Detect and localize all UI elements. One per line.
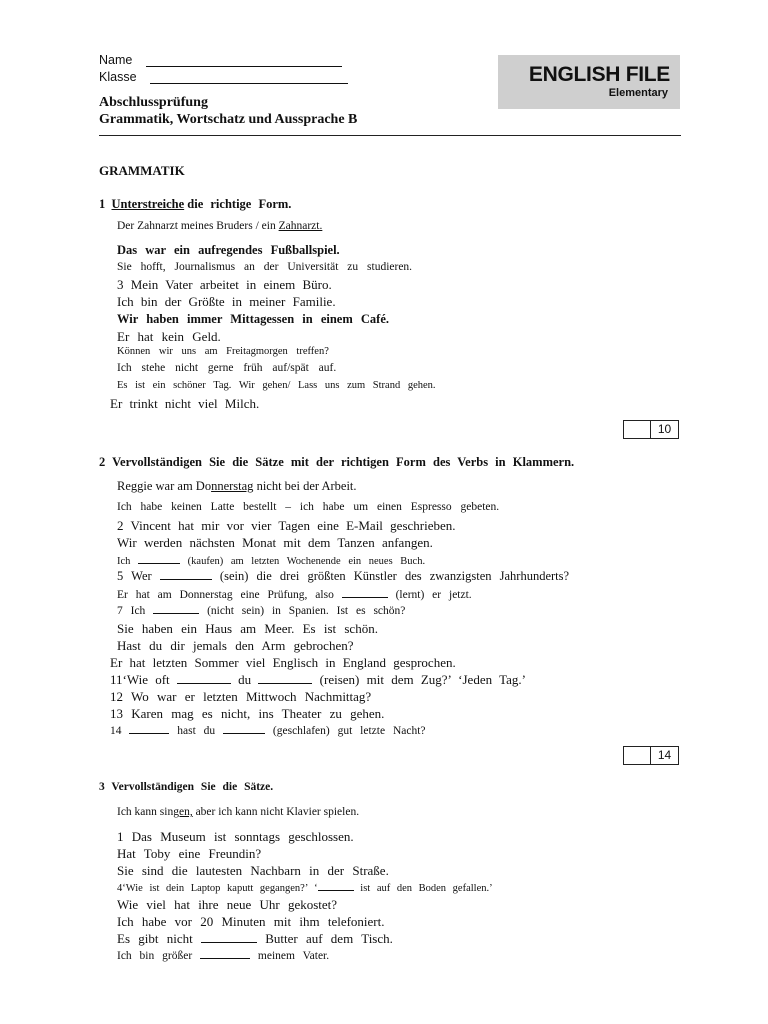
name-label: Name	[99, 53, 133, 67]
ex3-line-4-a: 4‘Wie ist dein Laptop kaputt gegangen?’ ‘	[117, 883, 318, 894]
ex2-blank-11b[interactable]	[258, 673, 312, 684]
ex2-example-answer: nnerstag	[211, 479, 254, 493]
ex3-line-4	[117, 880, 493, 894]
ex2-blank-5[interactable]	[160, 569, 212, 580]
ex3-blank-8[interactable]	[200, 948, 250, 959]
ex2-blank-7[interactable]	[153, 603, 199, 614]
ex1-title-rest: die richtige Form.	[187, 197, 292, 211]
ex3-example-pre: Ich kann sin	[117, 806, 174, 818]
ex2-blank-11a[interactable]	[177, 673, 231, 684]
ex1-title-ul: Unterstreiche	[111, 197, 185, 211]
ex2-line-11-c: (reisen) mit dem Zug?’ ‘Jeden Tag.’	[319, 672, 526, 687]
ex1-line-8: Ich stehe nicht gerne früh auf/spät auf.	[117, 362, 337, 374]
ex2-score: 14	[650, 747, 678, 764]
ex2-line-4-a: Ich	[117, 556, 131, 567]
ex3-line-3: Sie sind die lautesten Nachbarn in der Straße.	[117, 863, 389, 878]
ex3-blank-4[interactable]	[318, 880, 354, 891]
header-rule	[99, 135, 681, 136]
ex2-line-11	[110, 672, 526, 688]
class-label: Klasse	[99, 70, 137, 84]
ex2-line-13: 13 Karen mag es nicht, ins Theater zu gehen.	[110, 706, 385, 721]
section-title: GRAMMATIK	[99, 163, 185, 178]
ex3-line-7-b: Butter auf dem Tisch.	[265, 931, 393, 946]
ex1-line-3: 3 Mein Vater arbeitet in einem Büro.	[117, 277, 332, 292]
logo-main: ENGLISH FILE	[528, 63, 670, 86]
ex2-line-11-a: 11‘Wie oft	[110, 672, 170, 687]
ex2-blank-4[interactable]	[138, 553, 180, 564]
ex2-line-2: 2 Vincent hat mir vor vier Tagen eine E-Mail geschrieben.	[117, 518, 456, 533]
ex2-line-7	[117, 603, 405, 617]
ex2-line-6	[117, 587, 472, 601]
ex3-example-answer: gen,	[173, 806, 193, 818]
ex1-example	[117, 220, 322, 232]
ex2-line-5-b: (sein) die drei größten Künstler des zwanzigsten Jahrhunderts?	[219, 569, 570, 583]
ex3-line-1: 1 Das Museum ist sonntags geschlossen.	[117, 829, 354, 844]
name-line[interactable]	[146, 66, 342, 67]
ex2-line-5-a: 5 Wer	[117, 569, 152, 583]
english-file-logo	[498, 55, 680, 109]
ex3-line-2: Hat Toby eine Freundin?	[117, 846, 262, 861]
ex1-line-9: Es ist ein schöner Tag. Wir gehen/ Lass uns zum Strand gehen.	[117, 380, 436, 391]
ex2-example-post: nicht bei der Arbeit.	[253, 479, 357, 493]
ex1-line-2: Sie hofft, Journalismus an der Universität zu studieren.	[117, 261, 413, 273]
ex2-line-5	[117, 569, 569, 584]
ex3-blank-7[interactable]	[201, 932, 257, 943]
ex3-line-8-a: Ich bin größer	[117, 950, 193, 962]
ex1-line-6: Er hat kein Geld.	[117, 329, 221, 344]
ex1-line-5: Wir haben immer Mittagessen in einem Café.	[117, 312, 389, 326]
ex2-line-8: Sie haben ein Haus am Meer. Es ist schön.	[117, 621, 378, 636]
ex2-example	[117, 479, 357, 494]
ex1-line-1: Das war ein aufregendes Fußballspiel.	[117, 243, 340, 257]
ex2-line-11-b: du	[238, 672, 252, 687]
ex2-line-14	[110, 723, 426, 737]
ex3-line-5: Wie viel hat ihre neue Uhr gekostet?	[117, 897, 338, 912]
ex3-example	[117, 806, 359, 818]
ex1-title	[99, 197, 291, 212]
ex1-line-4: Ich bin der Größte in meiner Familie.	[117, 294, 336, 309]
title-line-2: Grammatik, Wortschatz und Aussprache B	[99, 112, 358, 127]
ex3-line-8-b: meinem Vater.	[257, 950, 330, 962]
ex2-blank-6[interactable]	[342, 587, 388, 598]
ex2-line-6-a: Er hat am Donnerstag eine Prüfung, also	[117, 589, 334, 601]
ex2-line-7-b: (nicht sein) in Spanien. Ist es schön?	[207, 605, 406, 617]
ex2-line-9: Hast du dir jemals den Arm gebrochen?	[117, 638, 354, 653]
ex2-blank-14a[interactable]	[129, 723, 169, 734]
ex2-blank-14b[interactable]	[223, 723, 265, 734]
ex3-example-post: aber ich kann nicht Klavier spielen.	[192, 806, 360, 818]
ex1-line-10: Er trinkt nicht viel Milch.	[110, 396, 260, 411]
ex2-line-4-b: (kaufen) am letzten Wochenende ein neues Buch.	[187, 556, 426, 567]
ex2-line-4	[117, 553, 425, 567]
ex1-example-answer: Zahnarzt.	[278, 220, 323, 232]
ex3-line-7	[117, 931, 393, 947]
ex2-line-10: Er hat letzten Sommer viel Englisch in England gesprochen.	[110, 655, 456, 670]
ex2-line-1: Ich habe keinen Latte bestellt – ich habe um einen Espresso gebeten.	[117, 501, 500, 513]
logo-sub: Elementary	[608, 87, 668, 99]
ex2-example-pre: Reggie war am Do	[117, 479, 212, 493]
ex1-score-box[interactable]	[623, 420, 679, 439]
ex3-line-7-a: Es gibt nicht	[117, 931, 193, 946]
ex2-line-12: 12 Wo war er letzten Mittwoch Nachmittag?	[110, 689, 372, 704]
ex2-title: 2 Vervollständigen Sie die Sätze mit der richtigen Form des Verbs in Klammern.	[99, 455, 575, 469]
ex2-line-3: Wir werden nächsten Monat mit dem Tanzen anfangen.	[117, 535, 433, 550]
title-line-1: Abschlussprüfung	[99, 95, 208, 110]
class-line[interactable]	[150, 83, 348, 84]
ex3-line-6: Ich habe vor 20 Minuten mit ihm telefoniert.	[117, 914, 385, 929]
ex2-line-14-b: hast du	[177, 725, 216, 737]
ex1-score: 10	[650, 421, 678, 438]
ex3-title: 3 Vervollständigen Sie die Sätze.	[99, 781, 274, 793]
ex1-line-7: Können wir uns am Freitagmorgen treffen?	[117, 346, 329, 357]
ex1-example-text: Der Zahnarzt meines Bruders / ein	[117, 220, 279, 232]
ex2-line-7-a: 7 Ich	[117, 605, 146, 617]
ex3-line-8	[117, 948, 329, 962]
ex1-title-num: 1	[99, 197, 106, 211]
ex2-score-box[interactable]	[623, 746, 679, 765]
ex2-line-6-b: (lernt) er jetzt.	[395, 589, 472, 601]
ex3-line-4-b: ist auf den Boden gefallen.’	[360, 883, 493, 894]
ex2-line-14-a: 14	[110, 725, 122, 737]
ex2-line-14-c: (geschlafen) gut letzte Nacht?	[272, 725, 426, 737]
